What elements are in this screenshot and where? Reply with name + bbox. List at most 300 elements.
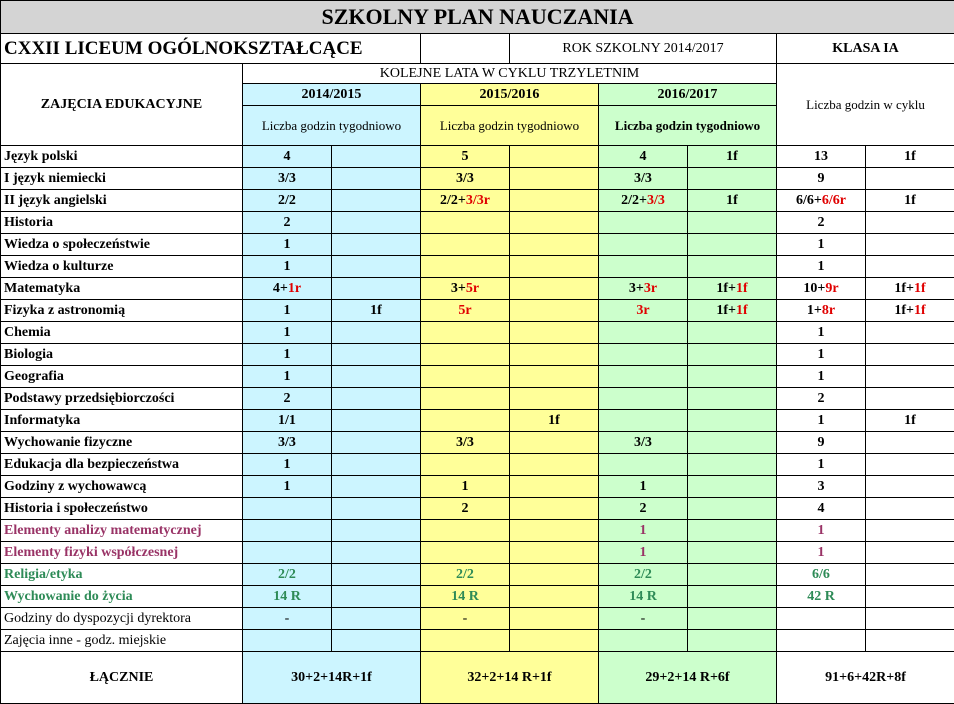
hours-cell	[243, 300, 332, 322]
hours-cell	[243, 234, 332, 256]
hours-cell	[688, 542, 777, 564]
hours-cell	[777, 454, 866, 476]
hours-cell	[866, 608, 954, 630]
hours-value: 3/3	[456, 171, 474, 186]
subject-name: Biologia	[1, 344, 243, 366]
hours-cell	[421, 520, 510, 542]
subject-column-header: ZAJĘCIA EDUKACYJNE	[1, 64, 243, 146]
hours-cell	[866, 146, 954, 168]
subject-name: Fizyka z astronomią	[1, 300, 243, 322]
hours-cell	[332, 234, 421, 256]
hours-cell	[510, 564, 599, 586]
hours-value: 1f	[904, 413, 916, 428]
hours-cell	[599, 256, 688, 278]
hours-value: 1f+	[716, 303, 736, 318]
hours-value: 10+	[803, 281, 825, 296]
hours-cell	[866, 168, 954, 190]
hours-value: 1	[284, 347, 291, 362]
hours-cell	[777, 432, 866, 454]
subject-name: Historia	[1, 212, 243, 234]
hours-cell	[421, 432, 510, 454]
hours-cell	[332, 344, 421, 366]
hours-cell	[866, 432, 954, 454]
hours-value: 1	[462, 479, 469, 494]
hours-value: 13	[814, 149, 828, 164]
hours-cell	[866, 410, 954, 432]
hours-cell	[510, 300, 599, 322]
hours-cell	[599, 366, 688, 388]
hours-cell	[243, 410, 332, 432]
hours-cell	[510, 168, 599, 190]
hours-value: 1	[818, 413, 825, 428]
hours-value: 1+	[807, 303, 822, 318]
total-year-1: 30+2+14R+1f	[243, 652, 421, 704]
hours-cell	[332, 212, 421, 234]
hours-value: 3/3	[278, 171, 296, 186]
hours-value: 1	[284, 237, 291, 252]
hours-cell	[777, 564, 866, 586]
hours-cell	[777, 366, 866, 388]
hours-cell	[599, 322, 688, 344]
subject-name: Język polski	[1, 146, 243, 168]
hours-cell	[421, 454, 510, 476]
table-row	[1, 168, 954, 190]
hours-value: 2/2	[456, 567, 474, 582]
hours-cell	[510, 608, 599, 630]
cycle-hours-header: Liczba godzin w cyklu	[777, 64, 954, 146]
hours-value: 5	[462, 149, 469, 164]
hours-cell	[866, 366, 954, 388]
hours-value: 3	[818, 479, 825, 494]
hours-cell	[599, 476, 688, 498]
table-row	[1, 520, 954, 542]
hours-cell	[421, 190, 510, 212]
hours-cell	[510, 410, 599, 432]
hours-cell	[510, 256, 599, 278]
hours-value: 1	[284, 325, 291, 340]
hours-cell	[777, 586, 866, 608]
hours-cell	[777, 190, 866, 212]
hours-value: 2/2	[278, 193, 296, 208]
hours-value: 1f	[726, 193, 738, 208]
hours-value: 9	[818, 435, 825, 450]
hours-value: 8r	[822, 303, 835, 318]
hours-cell	[243, 498, 332, 520]
subject-name: Godziny z wychowawcą	[1, 476, 243, 498]
hours-value: 6/6r	[822, 193, 846, 208]
hours-cell	[866, 564, 954, 586]
hours-value: 1	[818, 325, 825, 340]
hours-value: 1	[640, 479, 647, 494]
table-row	[1, 344, 954, 366]
hours-cell	[421, 322, 510, 344]
hours-cell	[421, 168, 510, 190]
hours-value: 1	[284, 259, 291, 274]
hours-cell	[332, 498, 421, 520]
hours-cell	[777, 498, 866, 520]
hours-cell	[599, 630, 688, 652]
hours-cell	[510, 212, 599, 234]
hours-cell	[243, 278, 332, 300]
hours-value: 1f	[726, 149, 738, 164]
hours-cell	[688, 278, 777, 300]
table-row	[1, 388, 954, 410]
hours-value: 2	[462, 501, 469, 516]
hours-cell	[866, 542, 954, 564]
hours-cell	[777, 520, 866, 542]
hours-value: 1	[284, 303, 291, 318]
subject-name: Chemia	[1, 322, 243, 344]
table-row	[1, 366, 954, 388]
hours-cell	[243, 476, 332, 498]
hours-value: 2/2	[278, 567, 296, 582]
hours-value: 1	[818, 369, 825, 384]
weekly-hours-header-3: Liczba godzin tygodniowo	[599, 106, 777, 146]
subject-name: Wychowanie do życia	[1, 586, 243, 608]
hours-cell	[866, 256, 954, 278]
hours-cell	[332, 520, 421, 542]
hours-cell	[243, 366, 332, 388]
hours-value: 14 R	[451, 589, 479, 604]
hours-value: 2	[818, 391, 825, 406]
hours-cell	[599, 388, 688, 410]
hours-cell	[688, 410, 777, 432]
table-row	[1, 212, 954, 234]
hours-cell	[866, 344, 954, 366]
hours-cell	[332, 410, 421, 432]
hours-cell	[243, 146, 332, 168]
total-cycle: 91+6+42R+8f	[777, 652, 954, 704]
weekly-hours-header-1: Liczba godzin tygodniowo	[243, 106, 421, 146]
table-row	[1, 190, 954, 212]
hours-cell	[688, 498, 777, 520]
hours-cell	[243, 564, 332, 586]
hours-cell	[421, 278, 510, 300]
hours-value: 9	[818, 171, 825, 186]
hours-cell	[510, 146, 599, 168]
hours-cell	[421, 410, 510, 432]
hours-cell	[599, 498, 688, 520]
hours-cell	[332, 608, 421, 630]
hours-value: 2/2+	[440, 193, 466, 208]
hours-cell	[510, 454, 599, 476]
hours-cell	[421, 630, 510, 652]
year-header-3: 2016/2017	[599, 84, 777, 106]
hours-cell	[777, 256, 866, 278]
hours-value: 4	[640, 149, 647, 164]
hours-cell	[599, 454, 688, 476]
hours-cell	[243, 432, 332, 454]
hours-cell	[510, 190, 599, 212]
hours-cell	[243, 322, 332, 344]
hours-value: 3+	[629, 281, 644, 296]
hours-cell	[332, 388, 421, 410]
hours-cell	[688, 586, 777, 608]
hours-value: 1f	[904, 149, 916, 164]
hours-cell	[599, 234, 688, 256]
hours-cell	[866, 388, 954, 410]
table-row	[1, 586, 954, 608]
table-row	[1, 278, 954, 300]
hours-cell	[688, 322, 777, 344]
hours-cell	[510, 432, 599, 454]
hours-cell	[688, 564, 777, 586]
hours-cell	[777, 542, 866, 564]
hours-cell	[421, 344, 510, 366]
subject-name: Wiedza o kulturze	[1, 256, 243, 278]
hours-value: 1f	[904, 193, 916, 208]
hours-value: 1	[818, 545, 825, 560]
subject-name: Historia i społeczeństwo	[1, 498, 243, 520]
hours-cell	[688, 190, 777, 212]
hours-value: 14 R	[273, 589, 301, 604]
hours-cell	[866, 520, 954, 542]
table-row	[1, 476, 954, 498]
hours-cell	[510, 366, 599, 388]
hours-cell	[243, 256, 332, 278]
hours-cell	[866, 586, 954, 608]
hours-cell	[777, 168, 866, 190]
hours-cell	[243, 586, 332, 608]
hours-cell	[510, 388, 599, 410]
hours-value: 3+	[451, 281, 466, 296]
table-row	[1, 432, 954, 454]
hours-cell	[688, 146, 777, 168]
hours-cell	[510, 542, 599, 564]
hours-cell	[243, 454, 332, 476]
hours-cell	[332, 432, 421, 454]
subject-name: Podstawy przedsiębiorczości	[1, 388, 243, 410]
year-header-2: 2015/2016	[421, 84, 599, 106]
hours-value: 5r	[466, 281, 479, 296]
hours-value: 1	[640, 545, 647, 560]
hours-value: 6/6+	[796, 193, 822, 208]
hours-cell	[688, 520, 777, 542]
hours-cell	[866, 476, 954, 498]
subject-name: Wychowanie fizyczne	[1, 432, 243, 454]
subject-name: Zajęcia inne - godz. miejskie	[1, 630, 243, 652]
hours-cell	[599, 300, 688, 322]
hours-cell	[332, 146, 421, 168]
hours-cell	[866, 300, 954, 322]
hours-value: 1r	[288, 281, 301, 296]
hours-cell	[421, 212, 510, 234]
hours-cell	[243, 608, 332, 630]
hours-cell	[599, 586, 688, 608]
hours-cell	[777, 234, 866, 256]
hours-cell	[243, 344, 332, 366]
hours-cell	[421, 542, 510, 564]
hours-value: 3/3	[634, 171, 652, 186]
hours-cell	[599, 190, 688, 212]
hours-cell	[688, 454, 777, 476]
hours-value: 1	[284, 479, 291, 494]
hours-value: 3/3	[278, 435, 296, 450]
hours-cell	[243, 520, 332, 542]
hours-cell	[421, 476, 510, 498]
hours-value: 3/3	[634, 435, 652, 450]
hours-cell	[866, 190, 954, 212]
hours-cell	[421, 388, 510, 410]
hours-cell	[243, 388, 332, 410]
hours-cell	[866, 498, 954, 520]
hours-cell	[332, 366, 421, 388]
hours-cell	[599, 432, 688, 454]
hours-cell	[866, 278, 954, 300]
hours-value: 3/3r	[466, 193, 490, 208]
hours-cell	[421, 300, 510, 322]
hours-value: 2	[640, 501, 647, 516]
hours-cell	[866, 454, 954, 476]
hours-cell	[421, 234, 510, 256]
table-row	[1, 234, 954, 256]
hours-value: 2	[284, 215, 291, 230]
hours-value: 1	[818, 523, 825, 538]
hours-cell	[243, 190, 332, 212]
subject-name: Elementy fizyki współczesnej	[1, 542, 243, 564]
hours-cell	[599, 146, 688, 168]
hours-value: 1f	[548, 413, 560, 428]
table-row	[1, 454, 954, 476]
hours-value: 3r	[636, 303, 649, 318]
table-row	[1, 300, 954, 322]
hours-value: 3/3	[647, 193, 665, 208]
hours-cell	[688, 344, 777, 366]
hours-value: 2	[284, 391, 291, 406]
hours-cell	[510, 630, 599, 652]
hours-cell	[599, 608, 688, 630]
page-title: SZKOLNY PLAN NAUCZANIA	[1, 1, 954, 34]
table-row	[1, 630, 954, 652]
hours-cell	[599, 520, 688, 542]
table-row	[1, 564, 954, 586]
hours-cell	[332, 322, 421, 344]
hours-cell	[777, 300, 866, 322]
hours-cell	[332, 256, 421, 278]
hours-value: 1f	[736, 303, 748, 318]
hours-cell	[688, 256, 777, 278]
hours-value: 4	[284, 149, 291, 164]
hours-cell	[243, 542, 332, 564]
hours-cell	[332, 476, 421, 498]
hours-cell	[332, 542, 421, 564]
hours-value: 1f+	[894, 281, 914, 296]
hours-cell	[688, 476, 777, 498]
hours-cell	[688, 300, 777, 322]
hours-value: 1f	[370, 303, 382, 318]
hours-cell	[332, 168, 421, 190]
hours-cell	[777, 212, 866, 234]
subject-name: Religia/etyka	[1, 564, 243, 586]
hours-value: 2/2	[634, 567, 652, 582]
hours-cell	[777, 410, 866, 432]
hours-cell	[421, 564, 510, 586]
hours-cell	[777, 344, 866, 366]
total-year-3: 29+2+14 R+6f	[599, 652, 777, 704]
subject-name: Elementy analizy matematycznej	[1, 520, 243, 542]
hours-cell	[777, 630, 866, 652]
hours-cell	[510, 278, 599, 300]
hours-value: 9r	[825, 281, 838, 296]
hours-value: 14 R	[629, 589, 657, 604]
empty-header-cell	[421, 34, 510, 64]
hours-cell	[688, 630, 777, 652]
table-row	[1, 256, 954, 278]
hours-value: -	[463, 611, 468, 626]
hours-cell	[777, 608, 866, 630]
hours-cell	[777, 146, 866, 168]
hours-value: 1	[818, 259, 825, 274]
subject-name: I język niemiecki	[1, 168, 243, 190]
hours-cell	[777, 476, 866, 498]
hours-cell	[332, 454, 421, 476]
hours-cell	[688, 366, 777, 388]
hours-cell	[243, 630, 332, 652]
table-row	[1, 410, 954, 432]
hours-cell	[599, 212, 688, 234]
subject-name: II język angielski	[1, 190, 243, 212]
hours-cell	[777, 278, 866, 300]
hours-value: 2/2+	[621, 193, 647, 208]
subject-name: Informatyka	[1, 410, 243, 432]
hours-cell	[421, 146, 510, 168]
hours-cell	[421, 608, 510, 630]
hours-cell	[688, 168, 777, 190]
hours-value: 1/1	[278, 413, 296, 428]
hours-cell	[599, 344, 688, 366]
hours-cell	[599, 410, 688, 432]
hours-cell	[510, 322, 599, 344]
hours-cell	[332, 630, 421, 652]
school-year: ROK SZKOLNY 2014/2017	[510, 34, 777, 64]
subject-name: Geografia	[1, 366, 243, 388]
table-row	[1, 146, 954, 168]
subject-name: Godziny do dyspozycji dyrektora	[1, 608, 243, 630]
hours-cell	[421, 256, 510, 278]
hours-cell	[866, 212, 954, 234]
table-row	[1, 322, 954, 344]
hours-cell	[688, 212, 777, 234]
hours-value: -	[641, 611, 646, 626]
hours-cell	[421, 498, 510, 520]
hours-cell	[688, 234, 777, 256]
hours-cell	[332, 564, 421, 586]
table-row	[1, 608, 954, 630]
hours-cell	[777, 388, 866, 410]
hours-value: 1f	[914, 303, 926, 318]
hours-cell	[599, 542, 688, 564]
hours-value: 1f	[736, 281, 748, 296]
weekly-hours-header-2: Liczba godzin tygodniowo	[421, 106, 599, 146]
hours-value: -	[285, 611, 290, 626]
hours-value: 1	[284, 369, 291, 384]
hours-value: 1f+	[894, 303, 914, 318]
school-name: CXXII LICEUM OGÓLNOKSZTAŁCĄCE	[1, 34, 421, 64]
hours-cell	[777, 322, 866, 344]
hours-value: 3/3	[456, 435, 474, 450]
table-row	[1, 498, 954, 520]
hours-cell	[332, 300, 421, 322]
hours-cell	[421, 586, 510, 608]
hours-cell	[421, 366, 510, 388]
hours-cell	[332, 190, 421, 212]
hours-cell	[599, 168, 688, 190]
class-label: KLASA IA	[777, 34, 954, 64]
hours-cell	[599, 564, 688, 586]
hours-cell	[866, 234, 954, 256]
hours-cell	[688, 388, 777, 410]
total-label: ŁĄCZNIE	[1, 652, 243, 704]
